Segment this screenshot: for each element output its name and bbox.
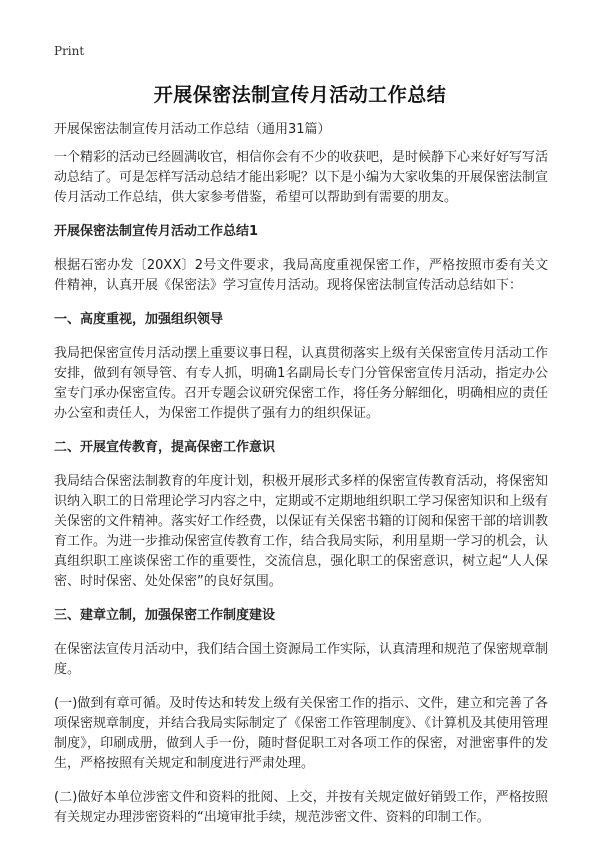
heading-2: 二、开展宣传教育，提高保密工作意识 bbox=[54, 440, 276, 455]
heading-1: 一、高度重视，加强组织领导 bbox=[54, 312, 224, 327]
section-title: 开展保密法制宣传月活动工作总结1 bbox=[54, 224, 259, 239]
paragraph-4: 在保密法宣传月活动中，我们结合国土资源局工作实际，认真清理和规范了保密规章制度。 bbox=[54, 642, 549, 677]
paragraph-2: 我局把保密宣传月活动摆上重要议事日程，认真贯彻落实上级有关保密宣传月活动工作安排，做到有领导管、有专人抓，明确1名副局长专门分管保密宣传月活动，指定办公室专门承办保密宣传。召开专题会议研究保密工作，将任务分解细化，明确相应的责任办公室和责任人，为保密工作提供了强有力的组织保证。 bbox=[54, 346, 549, 421]
print-label: Print bbox=[54, 44, 85, 58]
document-subtitle: 开展保密法制宣传月活动工作总结（通用31篇） bbox=[54, 122, 331, 137]
intro-paragraph: 一个精彩的活动已经圆满收官，相信你会有不少的收获吧，是时候静下心来好好写写活动总结了。可是怎样写活动总结才能出彩呢？以下是小编为大家收集的开展保密法制宣传月活动工作总结，供大家参考借鉴，希望可以帮助到有需要的朋友。 bbox=[54, 150, 549, 205]
heading-3: 三、建章立制，加强保密工作制度建设 bbox=[54, 608, 276, 623]
paragraph-1: 根据石密办发〔20XX〕2号文件要求，我局高度重视保密工作，严格按照市委有关文件精神，认真开展《保密法》学习宣传月活动。现将保密法制宣传活动总结如下： bbox=[54, 258, 548, 293]
paragraph-6: (二)做好本单位涉密文件和资料的批阅、上交，并按有关规定做好销毁工作，严格按照有关规定办理涉密资料的“出境审批手续，规范涉密文件、资料的印制工作。 bbox=[54, 790, 548, 825]
paragraph-3: 我局结合保密法制教育的年度计划，积极开展形式多样的保密宣传教育活动，将保密知识纳入职工的日常理论学习内容之中，定期或不定期地组织职工学习保密知识和上级有关保密的文件精神。落实好工作经费，以保证有关保密书籍的订阅和保密干部的培训教育工作。为进一步推动保密宣传教育工作，结合我局实际，利用星期一学习的机会，认真组织职工座谈保密工作的重要性，交流信息，强化职工的保密意识，树立起“人人保密、时时保密、处处保密”的良好氛围。 bbox=[54, 474, 549, 589]
document-title: 开展保密法制宣传月活动工作总结 bbox=[153, 84, 447, 106]
paragraph-5: (一)做到有章可循。及时传达和转发上级有关保密工作的指示、文件，建立和完善了各项保密规章制度，并结合我局实际制定了《保密工作管理制度》、《计算机及其使用管理制度》，印刷成册，做到人手一份，随时督促职工对各项工作的保密，对泄密事件的发生，严格按照有关规定和制度进行严肃处理。 bbox=[54, 696, 549, 771]
document-body bbox=[54, 120, 548, 842]
